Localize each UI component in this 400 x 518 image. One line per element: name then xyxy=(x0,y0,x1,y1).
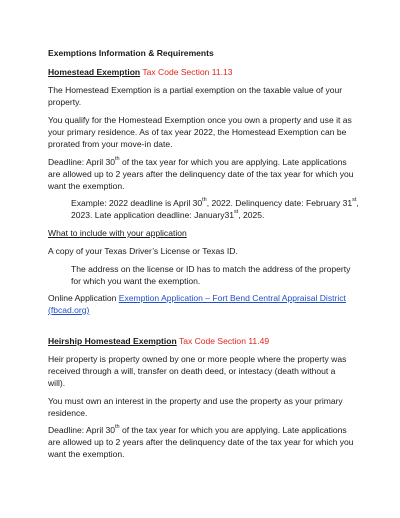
heirship-must-line-2: residence. xyxy=(48,408,88,418)
online-application-label: Online Application xyxy=(48,293,119,303)
homestead-example-line-1: Example: 2022 deadline is April 30th, 2022. Delinquency date: February 31st, xyxy=(71,197,359,208)
homestead-qualify-line-3: prorated from your move-in date. xyxy=(48,139,173,149)
homestead-heading: Homestead Exemption xyxy=(48,67,141,77)
heirship-heading: Heirship Homestead Exemption xyxy=(48,336,177,346)
address-note-line-1: The address on the license or ID has to match the address of the property xyxy=(71,264,351,274)
homestead-desc-line-1: The Homestead Exemption is a partial exemption on the taxable value of your xyxy=(48,85,343,95)
fbcad-link[interactable]: (fbcad.org) xyxy=(48,305,90,315)
heirship-desc-line-2: received through a will, transfer on death deed, or intestacy (death without a xyxy=(48,366,336,376)
homestead-deadline-line-3: want the exemption. xyxy=(48,181,125,191)
heirship-must-line-1: You must own an interest in the property and use the property as your primary xyxy=(48,396,343,406)
homestead-deadline-line-2: are allowed up to 2 years after the delinquency date of the tax year for which you xyxy=(48,169,354,179)
include-text: A copy of your Texas Driver’s License or Texas ID. xyxy=(48,246,238,256)
heirship-deadline-line-1: Deadline: April 30th of the tax year for which you are applying. Late applications xyxy=(48,424,347,435)
heirship-deadline-line-3: want the exemption. xyxy=(48,449,125,459)
address-note-line-2: for which you want the exemption. xyxy=(71,276,201,286)
document-title: Exemptions Information & Requirements xyxy=(48,48,214,58)
include-heading: What to include with your application xyxy=(48,228,187,238)
exemption-application-link[interactable]: Exemption Application – Fort Bend Central Appraisal District xyxy=(118,293,346,303)
homestead-qualify-line-1: You qualify for the Homestead Exemption once you own a property and use it as xyxy=(48,115,352,125)
homestead-heading-line xyxy=(48,66,233,78)
heirship-desc-line-1: Heir property is property owned by one or more people where the property was xyxy=(48,354,347,364)
homestead-qualify-line-2: your primary residence. As of tax year 2022, the Homestead Exemption can be xyxy=(48,127,347,137)
homestead-desc-line-2: property. xyxy=(48,97,82,107)
heirship-deadline-line-2: are allowed up to 2 years after the delinquency date of the tax year for which you xyxy=(48,437,354,447)
online-application-line-2 xyxy=(48,304,89,316)
homestead-example-line-2: 2023. Late application deadline: January31st, 2025. xyxy=(71,209,265,220)
online-application-line xyxy=(48,292,346,304)
heirship-heading-line xyxy=(48,335,269,347)
heirship-tax-code: Tax Code Section 11.49 xyxy=(178,336,270,346)
homestead-tax-code: Tax Code Section 11.13 xyxy=(142,67,233,77)
heirship-desc-line-3: will). xyxy=(48,378,66,388)
homestead-deadline-line-1: Deadline: April 30th of the tax year for which you are applying. Late applications xyxy=(48,156,347,167)
